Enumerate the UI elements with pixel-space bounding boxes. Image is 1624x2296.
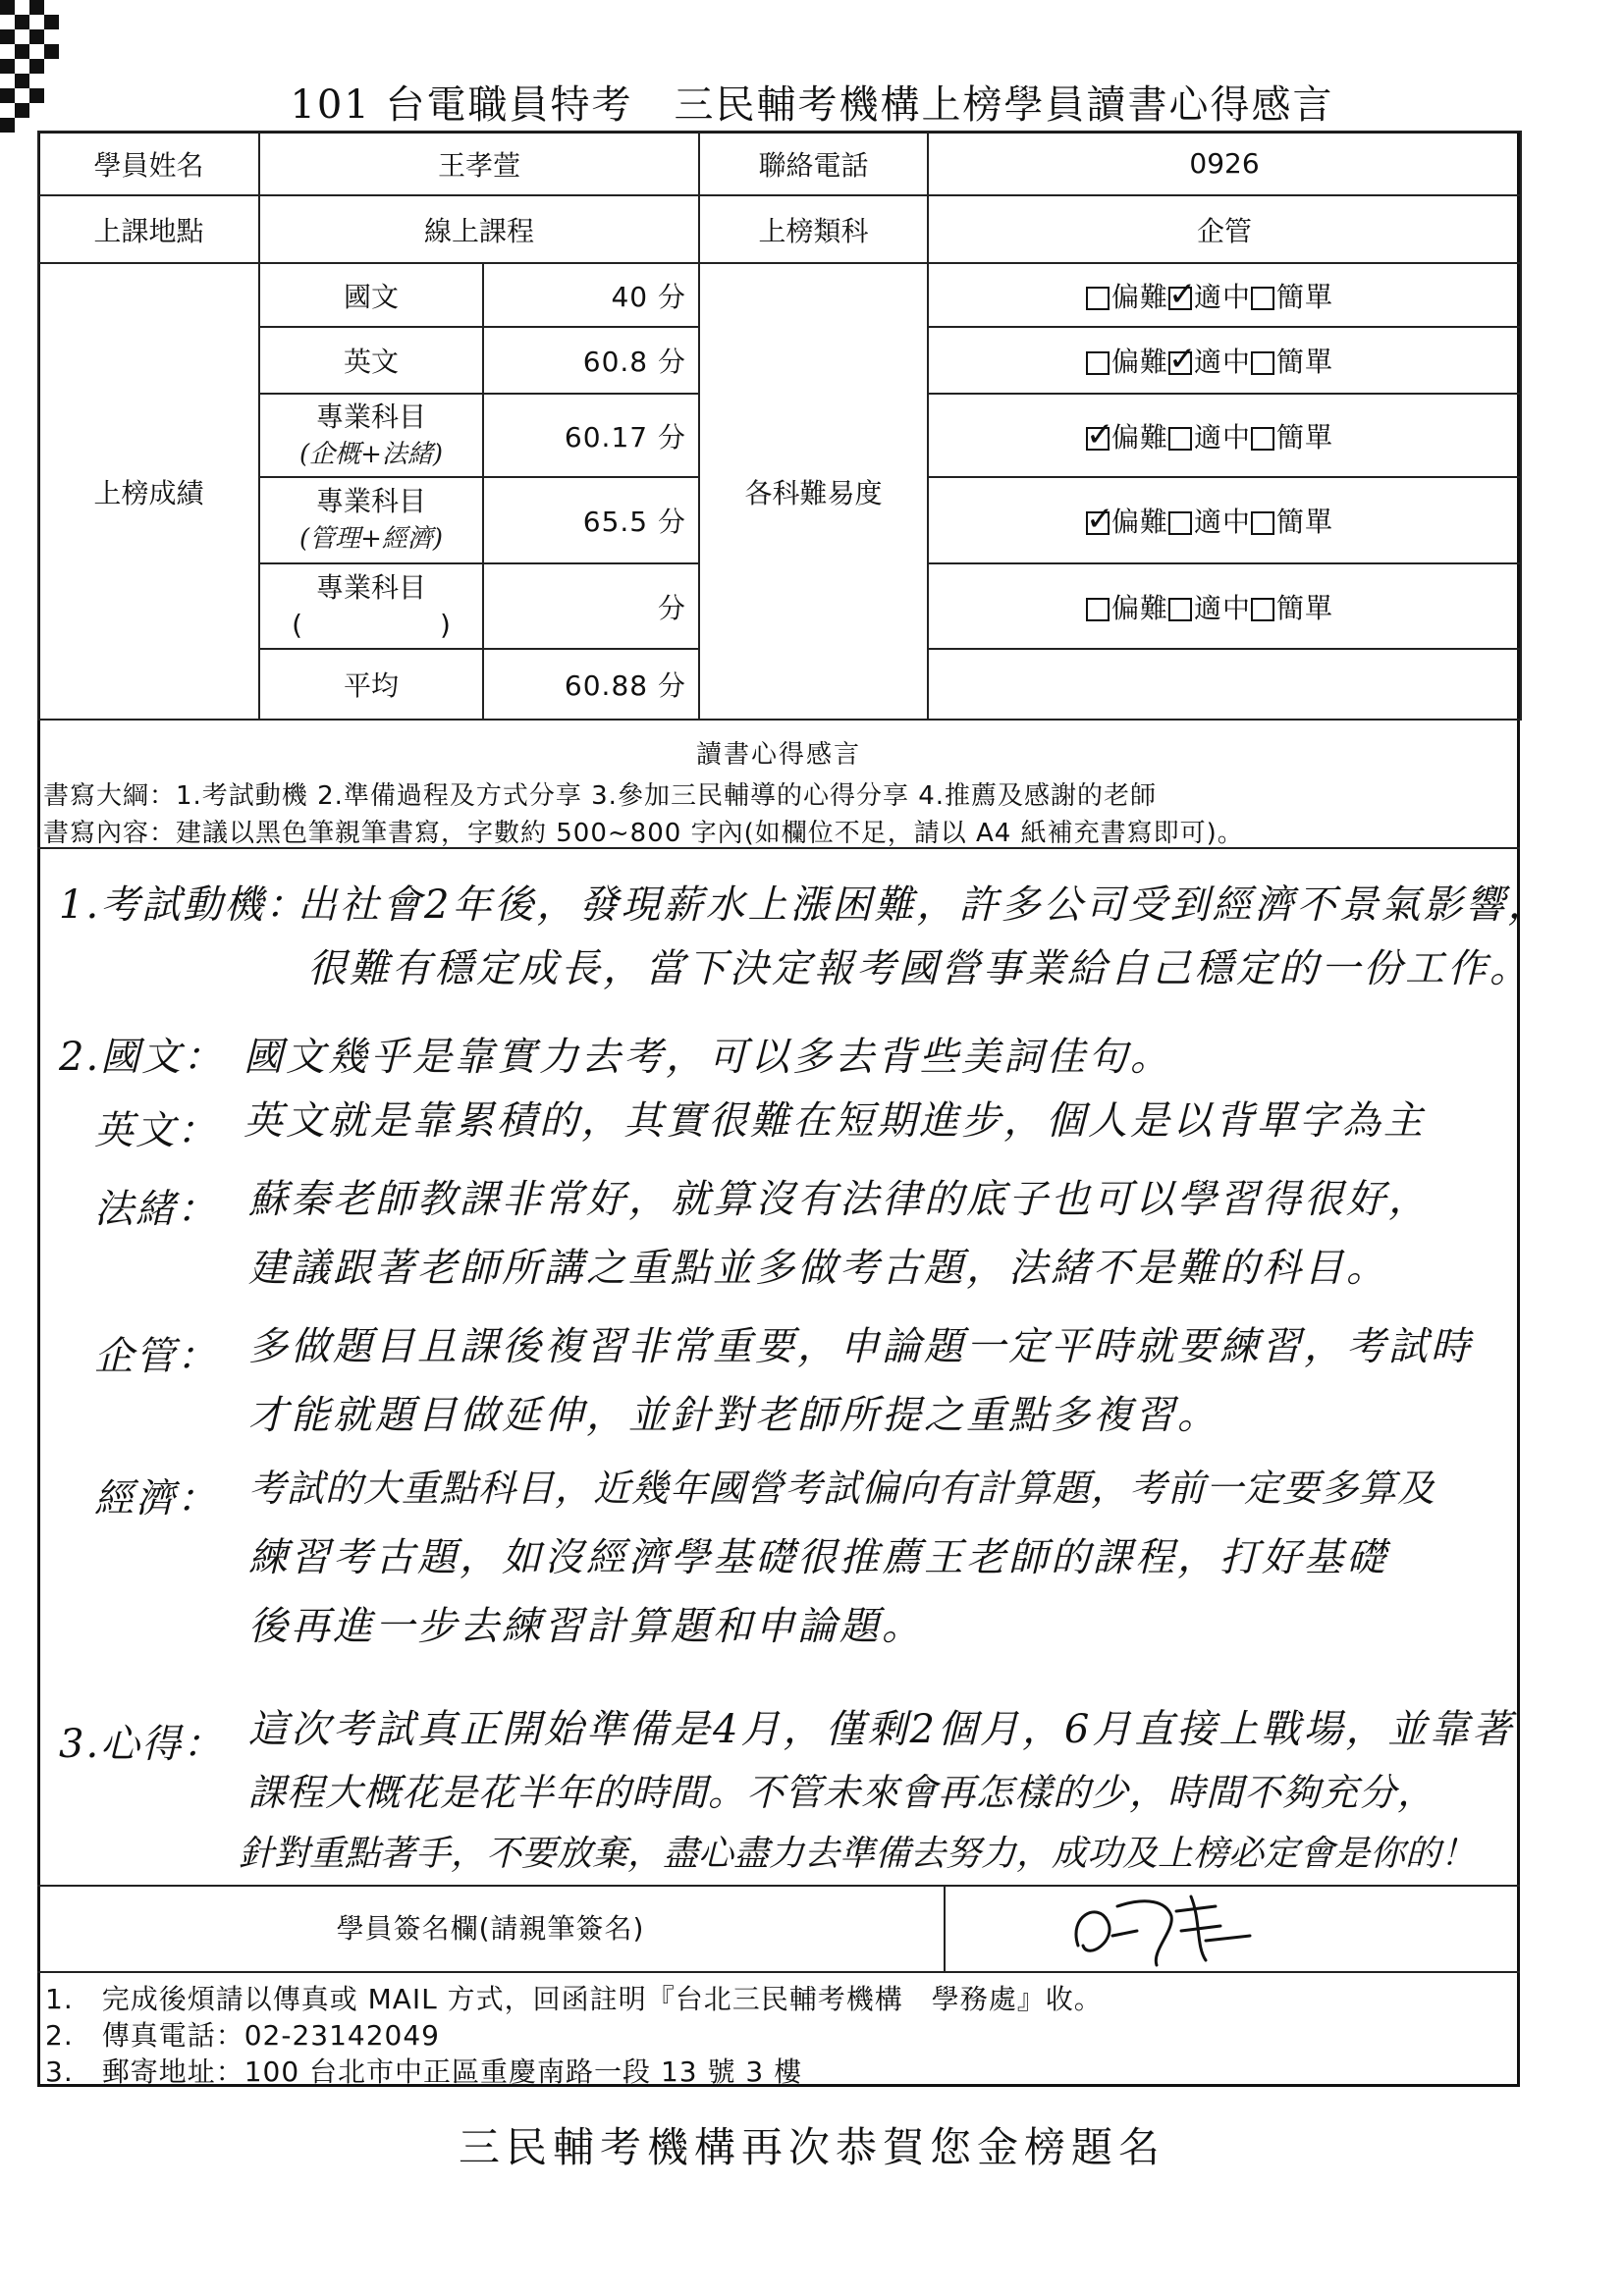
difficulty-option-label: 偏難 [1111, 506, 1169, 538]
difficulty-checkbox[interactable] [1251, 598, 1274, 621]
subject-sub-handwritten: (企概+法緒) [298, 439, 444, 469]
motive-line-1: 出社會2年後，發現薪水上漲困難，許多公司受到經濟不景氣影響， [298, 882, 1550, 928]
score-row-1 [38, 263, 1521, 327]
difficulty-option-label: 偏難 [1111, 280, 1169, 313]
difficulty-options [928, 263, 1521, 327]
difficulty-empty [928, 649, 1521, 720]
phone-label: 聯絡電話 [699, 132, 928, 195]
phone-value: 0926 [928, 132, 1521, 195]
note-1: 1. 完成後煩請以傳真或 MAIL 方式，回函註明『台北三民輔考機構 學務處』收。 [45, 1983, 1103, 2015]
difficulty-option-label: 偏難 [1111, 591, 1169, 624]
econ-line-3: 後再進一步去練習計算題和申論題。 [248, 1604, 924, 1649]
name-label: 學員姓名 [38, 132, 259, 195]
subject-score: 40 分 [483, 263, 699, 327]
difficulty-option-label: 簡單 [1276, 591, 1334, 624]
difficulty-options [928, 477, 1521, 563]
score-section-label: 上榜成績 [38, 263, 259, 720]
thoughts-line-2: 課程大概花是花半年的時間。不管未來會再怎樣的少，時間不夠充分， [248, 1771, 1436, 1814]
difficulty-label: 各科難易度 [699, 263, 928, 720]
subject-title: 專業科目 [315, 400, 426, 433]
difficulty-option-label: 適中 [1194, 591, 1252, 624]
difficulty-option-label: 偏難 [1111, 420, 1169, 454]
law-label: 法緒： [94, 1187, 218, 1232]
handwritten-essay [37, 854, 1550, 1885]
category-label: 上榜類科 [699, 195, 928, 263]
location-value: 線上課程 [259, 195, 699, 263]
mgmt-line-2: 才能就題目做延伸，並針對老師所提之重點多複習。 [248, 1393, 1219, 1438]
subject-name [259, 477, 483, 563]
difficulty-checkbox[interactable] [1168, 351, 1192, 375]
motive-line-2: 很難有穩定成長，當下決定報考國營事業給自己穩定的一份工作。 [307, 946, 1532, 991]
difficulty-checkbox[interactable] [1251, 427, 1274, 451]
average-label: 平均 [259, 649, 483, 720]
difficulty-checkbox[interactable] [1086, 598, 1110, 621]
chinese-text: 國文幾乎是靠實力去考，可以多去背些美詞佳句。 [244, 1035, 1172, 1080]
name-value: 王孝萱 [259, 132, 699, 195]
subject-score: 分 [483, 563, 699, 649]
signature-row [37, 1885, 1520, 1973]
thoughts-line-1: 這次考試真正開始準備是4月，僅剩2個月，6月直接上戰場，並靠著 [248, 1707, 1515, 1752]
note-3: 3. 郵寄地址：100 台北市中正區重慶南路一段 13 號 3 樓 [45, 2056, 803, 2088]
essay-outline: 書寫大綱：1.考試動機 2.準備過程及方式分享 3.參加三民輔導的心得分享 4.推薦及感謝的老師 [43, 781, 1158, 811]
difficulty-option-label: 適中 [1194, 346, 1252, 378]
difficulty-option-label: 適中 [1194, 506, 1252, 538]
subject-name [259, 563, 483, 649]
difficulty-checkbox[interactable] [1251, 511, 1274, 535]
difficulty-checkbox[interactable] [1086, 427, 1110, 451]
subject-score: 60.8 分 [483, 327, 699, 394]
difficulty-checkbox[interactable] [1168, 427, 1192, 451]
form-title: 101 台電職員特考 三民輔考機構上榜學員讀書心得感言 [290, 82, 1334, 128]
difficulty-options [928, 327, 1521, 394]
motive-label: 1.考試動機： [59, 882, 307, 928]
location-label: 上課地點 [38, 195, 259, 263]
difficulty-option-label: 適中 [1194, 280, 1252, 313]
difficulty-checkbox[interactable] [1168, 511, 1192, 535]
subject-name: 英文 [259, 327, 483, 394]
thoughts-label: 3.心得： [59, 1722, 225, 1767]
difficulty-checkbox[interactable] [1086, 351, 1110, 375]
difficulty-checkbox[interactable] [1086, 287, 1110, 310]
essay-header [37, 726, 1520, 849]
difficulty-option-label: 適中 [1194, 420, 1252, 454]
difficulty-checkbox[interactable] [1168, 598, 1192, 621]
subject-name: 國文 [259, 263, 483, 327]
difficulty-option-label: 簡單 [1276, 506, 1334, 538]
difficulty-checkbox[interactable] [1168, 287, 1192, 310]
handwritten-signature [1058, 1877, 1284, 1975]
subject-title: 專業科目 [315, 485, 426, 517]
note-2: 2. 傳真電話：02-23142049 [45, 2019, 440, 2052]
row-location [38, 195, 1521, 263]
difficulty-option-label: 偏難 [1111, 346, 1169, 378]
category-value: 企管 [928, 195, 1521, 263]
difficulty-options [928, 394, 1521, 477]
footer-congrats: 三民輔考機構再次恭賀您金榜題名 [458, 2123, 1165, 2171]
essay-title: 讀書心得感言 [695, 740, 861, 770]
subject-score: 65.5 分 [483, 477, 699, 563]
info-score-table [37, 131, 1522, 721]
econ-line-2: 練習考古題，如沒經濟學基礎很推薦王老師的課程，打好基礎 [248, 1535, 1388, 1580]
difficulty-checkbox[interactable] [1251, 287, 1274, 310]
econ-line-1: 考試的大重點科目，近幾年國營考試偏向有計算題，考前一定要多算及 [248, 1467, 1436, 1510]
english-label: 英文： [94, 1108, 218, 1153]
subject-name [259, 394, 483, 477]
mgmt-line-1: 多做題目且課後複習非常重要，申論題一定平時就要練習，考試時 [248, 1324, 1473, 1369]
law-line-2: 建議跟著老師所講之重點並多做考古題，法緒不是難的科目。 [248, 1246, 1388, 1291]
subject-sub: ( ) [292, 608, 451, 641]
difficulty-option-label: 簡單 [1276, 420, 1334, 454]
law-line-1: 蘇秦老師教課非常好，就算沒有法律的底子也可以學習得很好， [248, 1177, 1431, 1222]
row-name [38, 132, 1521, 195]
essay-content-instructions: 書寫內容：建議以黑色筆親筆書寫，字數約 500~800 字內(如欄位不足，請以 A4 紙補充書寫即可)。 [43, 819, 1244, 848]
difficulty-checkbox[interactable] [1251, 351, 1274, 375]
subject-sub-handwritten: (管理+經濟) [298, 524, 444, 554]
section2-label: 2.國文： [59, 1035, 225, 1080]
submission-notes [45, 1983, 1103, 2092]
difficulty-option-label: 簡單 [1276, 280, 1334, 313]
signature-label: 學員簽名欄(請親筆簽名) [37, 1887, 946, 1971]
econ-label: 經濟： [94, 1476, 218, 1522]
difficulty-option-label: 簡單 [1276, 346, 1334, 378]
mgmt-label: 企管： [94, 1334, 218, 1379]
difficulty-checkbox[interactable] [1086, 511, 1110, 535]
subject-title: 專業科目 [315, 570, 426, 604]
difficulty-options [928, 563, 1521, 649]
average-score: 60.88 分 [483, 649, 699, 720]
thoughts-line-3: 針對重點著手，不要放棄，盡心盡力去準備去努力，成功及上榜必定會是你的！ [239, 1834, 1477, 1874]
english-text: 英文就是靠累積的，其實很難在短期進步，個人是以背單字為主 [244, 1098, 1426, 1144]
subject-score: 60.17 分 [483, 394, 699, 477]
